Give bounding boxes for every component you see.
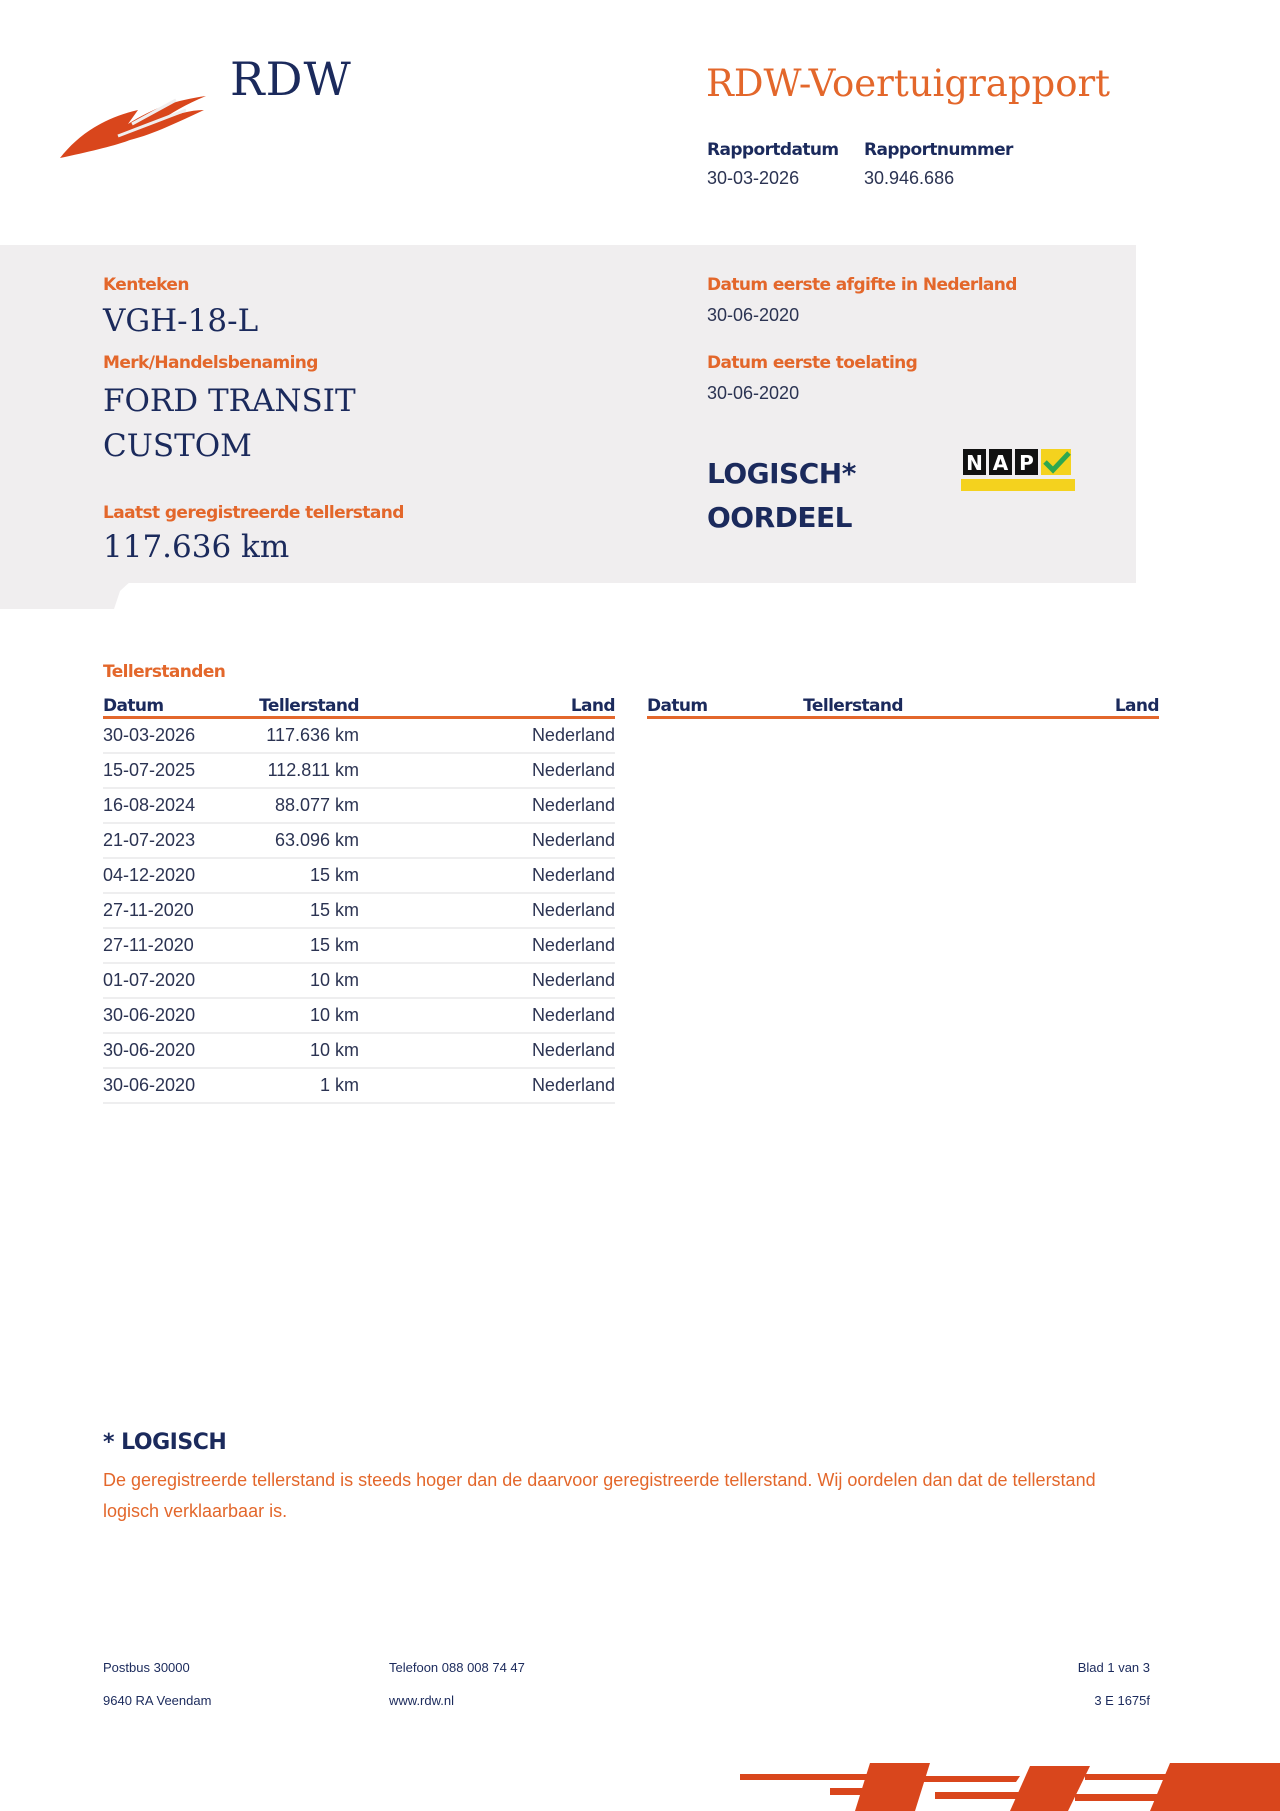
odometer-table-right — [647, 686, 1159, 719]
cell-tellerstand: 112.811 km — [251, 753, 359, 788]
cell-tellerstand: 15 km — [251, 858, 359, 893]
cell-land: Nederland — [359, 718, 615, 754]
table-row — [103, 963, 615, 998]
footer-page-number: Blad 1 van 3 — [1077, 1660, 1150, 1675]
footer-phone: Telefoon 088 008 74 47 — [389, 1660, 525, 1675]
cell-datum: 21-07-2023 — [103, 823, 251, 858]
cell-datum: 27-11-2020 — [103, 893, 251, 928]
toelating-label: Datum eerste toelating — [707, 353, 918, 373]
nap-letter-n: N — [966, 451, 983, 475]
col-header-tellerstand: Tellerstand — [795, 686, 903, 718]
cell-tellerstand: 10 km — [251, 963, 359, 998]
cell-tellerstand: 15 km — [251, 928, 359, 963]
cell-land: Nederland — [359, 963, 615, 998]
col-header-land: Land — [359, 686, 615, 718]
cell-tellerstand: 117.636 km — [251, 718, 359, 754]
table-header-row — [103, 686, 615, 718]
footnote-text: De geregistreerde tellerstand is steeds hoger dan de daarvoor geregistreerde tellerstand. Wij oordelen dan dat de tellerstand logisch verklaarbaar is. — [103, 1470, 1096, 1521]
footer-postbus: Postbus 30000 — [103, 1660, 190, 1675]
report-title: RDW-Voertuigrapport — [706, 62, 1111, 105]
cell-datum: 04-12-2020 — [103, 858, 251, 893]
tellerstand-label: Laatst geregistreerde tellerstand — [103, 503, 404, 523]
footer-website[interactable]: www.rdw.nl — [389, 1693, 455, 1708]
cell-datum: 16-08-2024 — [103, 788, 251, 823]
table-row — [103, 858, 615, 893]
toelating-value: 30-06-2020 — [707, 383, 800, 403]
afgifte-value: 30-06-2020 — [707, 305, 800, 325]
col-header-datum: Datum — [103, 686, 251, 718]
rdw-logo-text: RDW — [230, 52, 352, 106]
table-row — [103, 1068, 615, 1103]
rdw-logo-icon — [58, 80, 208, 160]
cell-datum: 30-06-2020 — [103, 998, 251, 1033]
odometer-table-left — [103, 686, 615, 1104]
rapportdatum-label: Rapportdatum — [707, 140, 839, 160]
verdict-line1: LOGISCH* — [707, 457, 856, 490]
cell-land: Nederland — [359, 788, 615, 823]
cell-land: Nederland — [359, 1033, 615, 1068]
cell-datum: 30-06-2020 — [103, 1068, 251, 1103]
table-row — [103, 718, 615, 754]
cell-land: Nederland — [359, 998, 615, 1033]
cell-land: Nederland — [359, 858, 615, 893]
rapportdatum-value: 30-03-2026 — [707, 168, 800, 188]
footer-code: 3 E 1675f — [1094, 1693, 1150, 1708]
cell-tellerstand: 10 km — [251, 998, 359, 1033]
col-header-datum: Datum — [647, 686, 795, 718]
verdict-text — [707, 452, 856, 540]
cell-datum: 15-07-2025 — [103, 753, 251, 788]
cell-datum: 27-11-2020 — [103, 928, 251, 963]
panel-tab-decoration — [0, 580, 150, 610]
table-row — [103, 1033, 615, 1068]
verdict-line2: OORDEEL — [707, 501, 853, 534]
rapportnummer-value: 30.946.686 — [864, 168, 955, 188]
table-row — [103, 998, 615, 1033]
table-row — [103, 893, 615, 928]
table-header-row — [647, 686, 1159, 718]
cell-land: Nederland — [359, 823, 615, 858]
cell-tellerstand: 10 km — [251, 1033, 359, 1068]
cell-land: Nederland — [359, 893, 615, 928]
rapportnummer-label: Rapportnummer — [864, 140, 1013, 160]
cell-datum: 30-06-2020 — [103, 1033, 251, 1068]
footer-address: 9640 RA Veendam — [103, 1693, 212, 1708]
footnote-title: * LOGISCH — [103, 1430, 227, 1455]
table-row — [103, 823, 615, 858]
cell-tellerstand: 1 km — [251, 1068, 359, 1103]
table-row — [103, 928, 615, 963]
cell-land: Nederland — [359, 928, 615, 963]
nap-letter-a: A — [992, 451, 1009, 475]
cell-land: Nederland — [359, 1068, 615, 1103]
cell-datum: 30-03-2026 — [103, 718, 251, 754]
nap-letter-p: P — [1019, 451, 1034, 475]
col-header-land: Land — [903, 686, 1159, 718]
table-row — [103, 788, 615, 823]
merk-value-line1: FORD TRANSIT — [103, 383, 356, 419]
cell-tellerstand: 15 km — [251, 893, 359, 928]
rdw-stripe-decoration — [730, 1760, 1280, 1811]
afgifte-label: Datum eerste afgifte in Nederland — [707, 275, 1017, 295]
cell-land: Nederland — [359, 753, 615, 788]
table-row — [103, 753, 615, 788]
kenteken-label: Kenteken — [103, 275, 189, 295]
kenteken-value: VGH-18-L — [103, 303, 259, 339]
nap-logo-icon — [961, 447, 1075, 491]
tellerstand-value: 117.636 km — [103, 529, 290, 565]
cell-datum: 01-07-2020 — [103, 963, 251, 998]
tellerstanden-title: Tellerstanden — [103, 662, 226, 682]
merk-value-line2: CUSTOM — [103, 428, 252, 464]
col-header-tellerstand: Tellerstand — [251, 686, 359, 718]
cell-tellerstand: 63.096 km — [251, 823, 359, 858]
cell-tellerstand: 88.077 km — [251, 788, 359, 823]
merk-label: Merk/Handelsbenaming — [103, 353, 318, 373]
